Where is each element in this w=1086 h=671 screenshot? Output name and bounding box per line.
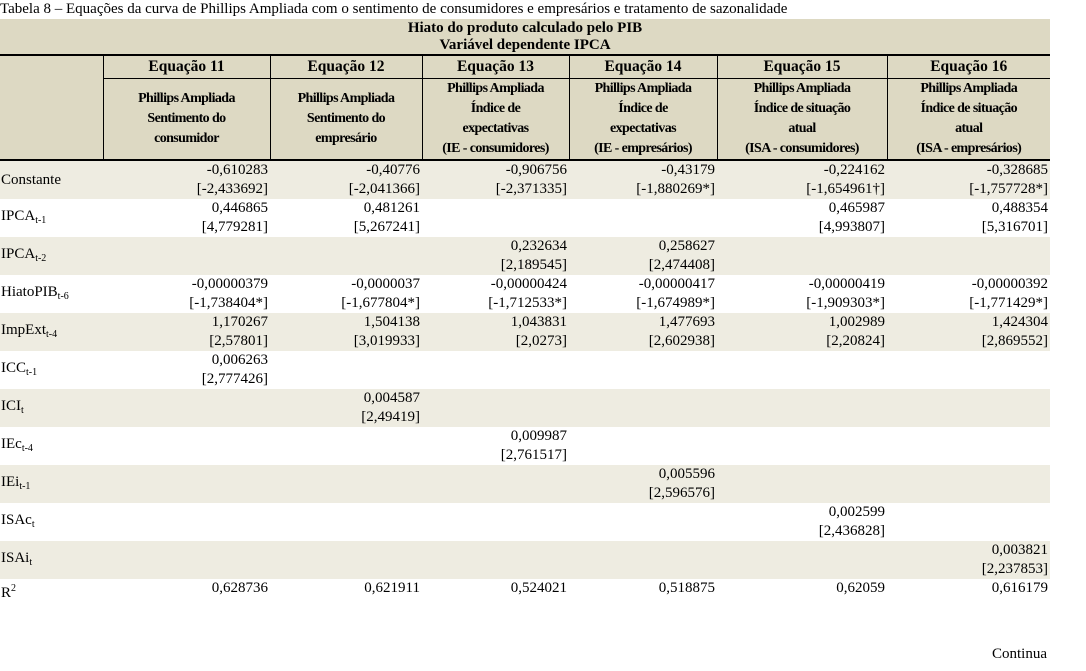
coefficient-cell xyxy=(270,427,422,465)
coefficient-cell xyxy=(103,199,270,237)
description-line: Índice de xyxy=(470,101,521,116)
coefficient-value: 0,009987 xyxy=(510,428,567,444)
t-statistic: [4,993807] xyxy=(818,219,885,235)
coefficient-cell xyxy=(103,541,270,579)
variable-name: ICI xyxy=(1,397,21,414)
variable-lag: t-4 xyxy=(46,328,58,340)
coefficient-cell xyxy=(270,160,422,199)
coefficient-cell xyxy=(569,389,717,427)
row-label xyxy=(0,503,103,541)
description-line: Phillips Ampliada xyxy=(138,91,235,106)
t-statistic: [-2,041366] xyxy=(348,181,420,197)
t-statistic: [-1,674989*] xyxy=(636,295,715,311)
coefficient-cell xyxy=(422,160,569,199)
description-line: Phillips Ampliada xyxy=(920,81,1018,96)
description-line: atual xyxy=(788,121,816,136)
variable-name: ISAi xyxy=(1,549,30,566)
coefficient-value: -0,00000379 xyxy=(191,276,268,292)
coefficient-cell xyxy=(103,503,270,541)
coefficient-cell xyxy=(422,541,569,579)
r-squared-value: 0,616179 xyxy=(991,580,1049,596)
coefficient-cell xyxy=(422,313,569,351)
coefficient-value: 1,504138 xyxy=(363,314,420,330)
coefficient-cell xyxy=(887,541,1050,579)
equation-header: Equação 12 xyxy=(270,55,422,79)
table-row xyxy=(0,275,1050,313)
variable-lag: t xyxy=(29,556,33,568)
coefficient-cell xyxy=(422,427,569,465)
description-line: expectativas xyxy=(610,121,676,136)
variable-name: R xyxy=(1,585,12,601)
variable-lag: t-1 xyxy=(19,480,31,492)
coefficient-cell xyxy=(103,351,270,389)
coefficient-value: 1,170267 xyxy=(211,314,268,330)
coefficient-value: 1,424304 xyxy=(991,314,1049,330)
coefficient-value: 0,004587 xyxy=(363,390,420,406)
coefficient-cell xyxy=(569,503,717,541)
t-statistic: [2,49419] xyxy=(361,409,420,425)
t-statistic: [-1,654961†] xyxy=(806,181,885,197)
variable-lag: t-6 xyxy=(57,290,69,302)
r-squared-row xyxy=(0,579,1050,603)
coefficient-cell xyxy=(103,237,270,275)
header-line2: Variável dependente IPCA xyxy=(439,37,611,53)
coefficient-value: -0,0000037 xyxy=(351,276,420,292)
variable-lag: t-1 xyxy=(26,366,38,378)
t-statistic: [-1,880269*] xyxy=(636,181,715,197)
row-label xyxy=(0,465,103,503)
coefficient-cell xyxy=(569,427,717,465)
t-statistic: [2,436828] xyxy=(818,523,885,539)
coefficient-value: -0,328685 xyxy=(986,162,1049,178)
coefficient-value: -0,906756 xyxy=(505,162,567,178)
table-row xyxy=(0,237,1050,275)
equation-header: Equação 14 xyxy=(569,55,717,79)
t-statistic: [2,869552] xyxy=(981,333,1049,349)
coefficient-cell xyxy=(270,351,422,389)
coefficient-value: 1,043831 xyxy=(510,314,567,330)
variable-lag: t xyxy=(21,404,24,416)
coefficient-cell xyxy=(569,313,717,351)
coefficient-cell xyxy=(569,160,717,199)
row-label xyxy=(0,313,103,351)
variable-lag: t-4 xyxy=(21,442,33,454)
coefficient-value: 0,002599 xyxy=(828,504,885,520)
coefficient-cell xyxy=(717,351,887,389)
description-line: Phillips Ampliada xyxy=(594,81,692,96)
coefficient-value: -0,00000392 xyxy=(971,276,1049,292)
description-line: (ISA - empresários) xyxy=(916,141,1022,156)
t-statistic: [-2,433692] xyxy=(196,181,268,197)
coefficient-cell xyxy=(717,199,887,237)
description-line: Índice de situação xyxy=(753,101,851,116)
coefficient-cell xyxy=(270,389,422,427)
coefficient-cell xyxy=(270,199,422,237)
equation-header: Equação 11 xyxy=(103,55,270,79)
r-squared-value: 0,524021 xyxy=(510,580,567,596)
row-label xyxy=(0,351,103,389)
coefficient-cell xyxy=(422,389,569,427)
row-label xyxy=(0,275,103,313)
description-line: Índice de xyxy=(618,101,668,116)
coefficient-cell xyxy=(717,160,887,199)
description-line: Phillips Ampliada xyxy=(753,81,851,96)
coefficient-cell xyxy=(887,465,1050,503)
coefficient-cell xyxy=(569,199,717,237)
t-statistic: [-1,677804*] xyxy=(341,295,420,311)
coefficient-value: -0,00000424 xyxy=(490,276,567,292)
coefficient-cell xyxy=(569,541,717,579)
table-row xyxy=(0,351,1050,389)
coefficient-cell xyxy=(270,237,422,275)
description-line: Índice de situação xyxy=(920,101,1018,116)
equation-header: Equação 16 xyxy=(887,55,1050,79)
coefficient-cell xyxy=(270,275,422,313)
equation-header: Equação 15 xyxy=(717,55,887,79)
coefficient-value: -0,224162 xyxy=(823,162,885,178)
coefficient-cell xyxy=(103,389,270,427)
coefficient-cell xyxy=(270,465,422,503)
coefficient-cell xyxy=(717,275,887,313)
coefficient-value: -0,43179 xyxy=(661,162,715,178)
variable-lag: t-2 xyxy=(35,252,47,264)
coefficient-value: 0,232634 xyxy=(510,238,567,254)
coefficient-cell xyxy=(270,541,422,579)
description-line: empresário xyxy=(315,131,377,146)
coefficient-cell xyxy=(717,237,887,275)
header-stub xyxy=(0,55,103,79)
coefficient-cell xyxy=(422,503,569,541)
coefficient-cell xyxy=(717,427,887,465)
coefficient-value: 1,477693 xyxy=(658,314,715,330)
coefficient-cell xyxy=(103,160,270,199)
t-statistic: [-2,371335] xyxy=(495,181,567,197)
t-statistic: [2,474408] xyxy=(648,257,715,273)
continued-note: Continua xyxy=(992,646,1047,662)
table-row xyxy=(0,389,1050,427)
t-statistic: [2,602938] xyxy=(648,333,715,349)
table-row xyxy=(0,199,1050,237)
equation-description xyxy=(422,79,569,161)
coefficient-cell xyxy=(717,503,887,541)
coefficient-cell xyxy=(422,351,569,389)
regression-table xyxy=(0,19,1050,603)
description-line: (ISA - consumidores) xyxy=(745,141,859,156)
coefficient-cell xyxy=(270,503,422,541)
table-row xyxy=(0,465,1050,503)
description-line: Sentimento do xyxy=(147,111,226,126)
table-row xyxy=(0,503,1050,541)
t-statistic: [4,779281] xyxy=(201,219,268,235)
description-line: (IE - consumidores) xyxy=(442,141,549,156)
coefficient-cell xyxy=(270,313,422,351)
coefficient-cell xyxy=(887,237,1050,275)
coefficient-cell xyxy=(422,199,569,237)
t-statistic: [2,57801] xyxy=(209,333,268,349)
row-label xyxy=(0,389,103,427)
row-label xyxy=(0,237,103,275)
coefficient-value: -0,00000419 xyxy=(808,276,885,292)
variable-lag: t-1 xyxy=(35,214,47,226)
coefficient-cell xyxy=(422,465,569,503)
coefficient-cell xyxy=(717,541,887,579)
row-label xyxy=(0,541,103,579)
coefficient-cell xyxy=(717,465,887,503)
variable-name: IEc xyxy=(1,435,22,452)
equation-description xyxy=(717,79,887,161)
coefficient-value: 0,005596 xyxy=(658,466,715,482)
coefficient-value: 0,465987 xyxy=(828,200,885,216)
t-statistic: [-1,757728*] xyxy=(969,181,1049,197)
coefficient-cell xyxy=(103,465,270,503)
variable-name: ICC xyxy=(1,359,27,376)
coefficient-cell xyxy=(887,389,1050,427)
t-statistic: [2,596576] xyxy=(648,485,715,501)
superscript: 2 xyxy=(11,583,17,594)
description-line: consumidor xyxy=(154,131,219,146)
description-line: Sentimento do xyxy=(306,111,386,126)
description-header-row xyxy=(0,79,1050,161)
table-caption: Tabela 8 – Equações da curva de Phillips Ampliada com o sentimento de consumidores e empresários e tratamento de sazonalidade xyxy=(0,1,788,17)
coefficient-cell xyxy=(422,237,569,275)
header-stub-lower xyxy=(0,79,103,161)
t-statistic: [2,20824] xyxy=(826,333,885,349)
variable-name: HiatoPIB xyxy=(1,283,58,300)
coefficient-cell xyxy=(717,313,887,351)
table-row xyxy=(0,313,1050,351)
coefficient-cell xyxy=(103,313,270,351)
equation-description xyxy=(569,79,717,161)
coefficient-value: 0,481261 xyxy=(363,200,420,216)
table-row xyxy=(0,160,1050,199)
t-statistic: [-1,909303*] xyxy=(806,295,885,311)
t-statistic: [-1,771429*] xyxy=(969,295,1049,311)
t-statistic: [2,761517] xyxy=(500,447,567,463)
variable-name: ISAc xyxy=(1,511,32,528)
table-row xyxy=(0,541,1050,579)
coefficient-value: 1,002989 xyxy=(828,314,885,330)
t-statistic: [-1,712533*] xyxy=(488,295,567,311)
row-label xyxy=(0,579,103,603)
t-statistic: [2,237853] xyxy=(981,561,1049,577)
r-squared-value: 0,621911 xyxy=(364,580,420,596)
coefficient-value: -0,40776 xyxy=(366,162,420,178)
description-line: atual xyxy=(955,121,983,136)
description-line: Phillips Ampliada xyxy=(297,91,395,106)
coefficient-cell xyxy=(887,160,1050,199)
coefficient-cell xyxy=(103,275,270,313)
variable-name: ImpExt xyxy=(1,321,46,338)
coefficient-cell xyxy=(569,465,717,503)
coefficient-value: 0,446865 xyxy=(211,200,268,216)
r-squared-value: 0,62059 xyxy=(836,580,885,596)
coefficient-cell xyxy=(887,275,1050,313)
coefficient-cell xyxy=(887,351,1050,389)
coefficient-cell xyxy=(103,427,270,465)
t-statistic: [5,267241] xyxy=(353,219,420,235)
description-line: Phillips Ampliada xyxy=(447,81,544,96)
coefficient-value: 0,488354 xyxy=(991,200,1049,216)
coefficient-cell xyxy=(717,389,887,427)
variable-name: IEi xyxy=(1,473,20,490)
row-label xyxy=(0,160,103,199)
equation-header: Equação 13 xyxy=(422,55,569,79)
r-squared-value: 0,518875 xyxy=(658,580,715,596)
t-statistic: [5,316701] xyxy=(981,219,1049,235)
coefficient-cell xyxy=(887,503,1050,541)
table-body xyxy=(0,160,1050,603)
coefficient-value: 0,003821 xyxy=(991,542,1049,558)
coefficient-cell xyxy=(422,275,569,313)
coefficient-cell xyxy=(887,427,1050,465)
t-statistic: [2,777426] xyxy=(201,371,268,387)
variable-name: IPCA xyxy=(1,207,36,224)
t-statistic: [3,019933] xyxy=(353,333,420,349)
t-statistic: [2,0273] xyxy=(515,333,567,349)
coefficient-cell xyxy=(569,351,717,389)
variable-name: IPCA xyxy=(1,245,36,262)
equation-description xyxy=(270,79,422,161)
equation-description xyxy=(887,79,1050,161)
coefficient-cell xyxy=(887,313,1050,351)
table-header xyxy=(0,19,1050,160)
row-label xyxy=(0,199,103,237)
coefficient-value: -0,00000417 xyxy=(638,276,715,292)
equation-header-row xyxy=(0,55,1050,79)
variable-lag: t xyxy=(31,518,35,530)
coefficient-value: 0,258627 xyxy=(658,238,715,254)
coefficient-cell xyxy=(887,199,1050,237)
t-statistic: [-1,738404*] xyxy=(189,295,268,311)
row-label xyxy=(0,427,103,465)
description-line: (IE - empresários) xyxy=(594,141,692,156)
equation-description xyxy=(103,79,270,161)
description-line: expectativas xyxy=(462,121,529,136)
table-row xyxy=(0,427,1050,465)
variable-name: Constante xyxy=(1,171,61,188)
t-statistic: [2,189545] xyxy=(500,257,567,273)
coefficient-cell xyxy=(569,275,717,313)
coefficient-cell xyxy=(569,237,717,275)
coefficient-value: -0,610283 xyxy=(206,162,268,178)
r-squared-value: 0,628736 xyxy=(211,580,268,596)
header-line1: Hiato do produto calculado pelo PIB xyxy=(407,20,643,36)
coefficient-value: 0,006263 xyxy=(211,352,268,368)
